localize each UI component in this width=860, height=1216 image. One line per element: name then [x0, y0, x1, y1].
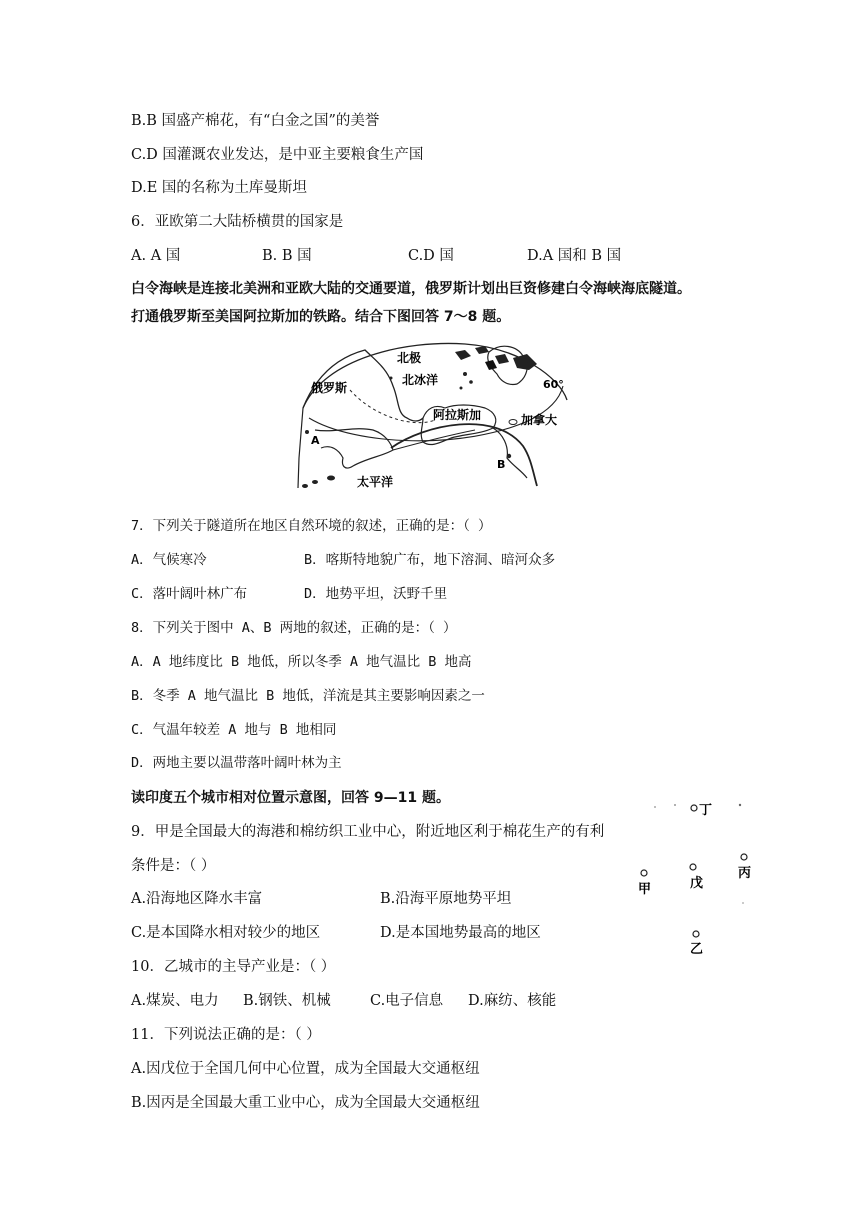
city-ding-marker	[691, 805, 697, 811]
label-pacific: 太平洋	[357, 475, 394, 489]
q6-option-b: B. B 国	[262, 248, 312, 264]
city-yi-marker	[693, 931, 699, 937]
label-point-a: A	[311, 434, 320, 447]
q9-option-d: D.是本国地势最高的地区	[380, 925, 541, 941]
q5-option-d: D.E 国的名称为土库曼斯坦	[131, 180, 307, 196]
bering-intro-line2: 打通俄罗斯至美国阿拉斯加的铁路。结合下图回答 7～8 题。	[131, 309, 511, 325]
q11-option-a: A.因戊位于全国几何中心位置，成为全国最大交通枢纽	[131, 1061, 480, 1077]
q9-stem-line1: 9．甲是全国最大的海港和棉纺织工业中心，附近地区利于棉花生产的有利	[131, 824, 605, 840]
q5-option-c: C.D 国灌溉农业发达，是中亚主要粮食生产国	[131, 147, 424, 163]
bering-strait-map	[295, 338, 570, 493]
label-russia: 俄罗斯	[311, 381, 348, 395]
q9-option-c: C.是本国降水相对较少的地区	[131, 925, 321, 941]
q9-stem-line2: 条件是：（ ）	[131, 858, 216, 874]
city-wu-label: 戊	[690, 876, 704, 891]
q8-option-a: A．A 地纬度比 B 地低，所以冬季 A 地气温比 B 地高	[131, 654, 472, 670]
label-canada: 加拿大	[521, 413, 558, 427]
q8-option-b: B．冬季 A 地气温比 B 地低，洋流是其主要影响因素之一	[131, 688, 485, 704]
q7-option-b: B．喀斯特地貌广布，地下溶洞、暗河众多	[304, 552, 556, 568]
label-north-pole: 北极	[397, 351, 422, 365]
q11-stem: 11．下列说法正确的是：（ ）	[131, 1027, 321, 1043]
q10-option-c: C.电子信息	[370, 993, 444, 1009]
q8-option-d: D．两地主要以温带落叶阔叶林为主	[131, 755, 342, 771]
label-point-b: B	[497, 458, 506, 471]
label-arctic-ocean: 北冰洋	[402, 373, 439, 387]
q7-stem: 7．下列关于隧道所在地区自然环境的叙述，正确的是：（ ）	[131, 518, 492, 534]
label-alaska: 阿拉斯加	[433, 408, 482, 422]
q9-option-b: B.沿海平原地势平坦	[380, 891, 512, 907]
india-cities-diagram	[625, 795, 760, 965]
q6-option-a: A. A 国	[131, 248, 181, 264]
city-yi-label: 乙	[690, 942, 704, 957]
city-ding-label: 丁	[699, 803, 713, 818]
q9-option-a: A.沿海地区降水丰富	[131, 891, 263, 907]
city-bing-label: 丙	[738, 866, 752, 881]
q11-option-b: B.因丙是全国最大重工业中心，成为全国最大交通枢纽	[131, 1095, 480, 1111]
q7-option-a: A．气候寒冷	[131, 552, 207, 568]
city-jia-label: 甲	[638, 882, 652, 897]
city-wu-marker	[690, 864, 696, 870]
q10-stem: 10．乙城市的主导产业是：（ ）	[131, 959, 336, 975]
q6-stem: 6．亚欧第二大陆桥横贯的国家是	[131, 214, 344, 230]
q8-stem: 8．下列关于图中 A、B 两地的叙述，正确的是：（ ）	[131, 620, 457, 636]
bering-intro-line1: 白令海峡是连接北美洲和亚欧大陆的交通要道，俄罗斯计划出巨资修建白令海峡海底隧道。	[131, 281, 691, 297]
q7-option-d: D．地势平坦，沃野千里	[304, 586, 448, 602]
q6-option-c: C.D 国	[408, 248, 454, 264]
ocean-current-arc	[391, 424, 537, 486]
india-intro: 读印度五个城市相对位置示意图，回答 9—11 题。	[131, 790, 450, 806]
city-jia-marker	[641, 870, 647, 876]
label-lat-60: 60°	[543, 378, 564, 391]
arctic-circle-dashed	[350, 390, 435, 423]
q8-option-c: C．气温年较差 A 地与 B 地相同	[131, 722, 337, 738]
q6-option-d: D.A 国和 B 国	[527, 248, 622, 264]
city-bing-marker	[741, 854, 747, 860]
q10-option-a: A.煤炭、电力	[131, 993, 219, 1009]
q10-option-b: B.钢铁、机械	[243, 993, 331, 1009]
q5-option-b: B.B 国盛产棉花，有“白金之国”的美誉	[131, 113, 380, 129]
q10-option-d: D.麻纺、核能	[468, 993, 557, 1009]
q7-option-c: C．落叶阔叶林广布	[131, 586, 248, 602]
